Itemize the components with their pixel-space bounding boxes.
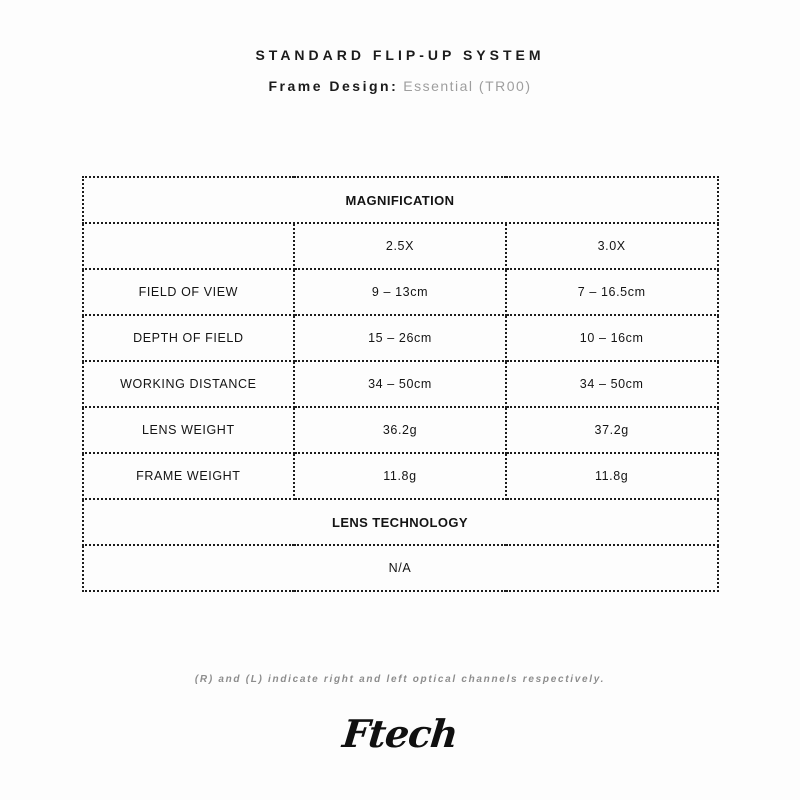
table-row-lens-weight: [83, 407, 718, 453]
optical-channels-footnote: (R) and (L) indicate right and left optical channels respectively.: [194, 674, 606, 685]
row-value-cell: 10 – 16cm: [506, 315, 718, 361]
table-row-lens-technology-header: [83, 499, 718, 545]
row-value-cell: 37.2g: [506, 407, 718, 453]
table-row-depth-of-field: [83, 315, 718, 361]
row-value-cell: 9 – 13cm: [294, 269, 506, 315]
row-value-cell: 34 – 50cm: [506, 361, 718, 407]
frame-design-label: Frame Design:: [268, 78, 399, 94]
lens-technology-header-cell: LENS TECHNOLOGY: [83, 499, 718, 545]
row-value-cell: 34 – 50cm: [294, 361, 506, 407]
table-row-working-distance: [83, 361, 718, 407]
table-row-column-headers: [83, 223, 718, 269]
row-value-cell: 36.2g: [294, 407, 506, 453]
magnification-header-cell: MAGNIFICATION: [83, 177, 718, 223]
frame-design-value: Essential (TR00): [403, 78, 532, 94]
row-label-cell: LENS WEIGHT: [83, 407, 295, 453]
frame-design-line: [0, 78, 800, 94]
column-header-3-0x-cell: 3.0X: [506, 223, 718, 269]
table-row-frame-weight: [83, 453, 718, 499]
row-label-cell: WORKING DISTANCE: [83, 361, 295, 407]
spec-table: [82, 176, 719, 592]
brand-logo: Ftech: [340, 711, 460, 756]
table-row-field-of-view: [83, 269, 718, 315]
table-row-lens-technology-value: [83, 545, 718, 591]
row-value-cell: 11.8g: [294, 453, 506, 499]
row-value-cell: 11.8g: [506, 453, 718, 499]
row-label-cell: FRAME WEIGHT: [83, 453, 295, 499]
row-value-cell: 15 – 26cm: [294, 315, 506, 361]
column-header-2-5x-cell: 2.5X: [294, 223, 506, 269]
lens-technology-value-cell: N/A: [83, 545, 718, 591]
row-label-cell: FIELD OF VIEW: [83, 269, 295, 315]
row-value-cell: 7 – 16.5cm: [506, 269, 718, 315]
table-row-magnification-header: [83, 177, 718, 223]
column-header-empty-cell: [83, 223, 295, 269]
page-title: STANDARD FLIP-UP SYSTEM: [255, 47, 545, 63]
row-label-cell: DEPTH OF FIELD: [83, 315, 295, 361]
